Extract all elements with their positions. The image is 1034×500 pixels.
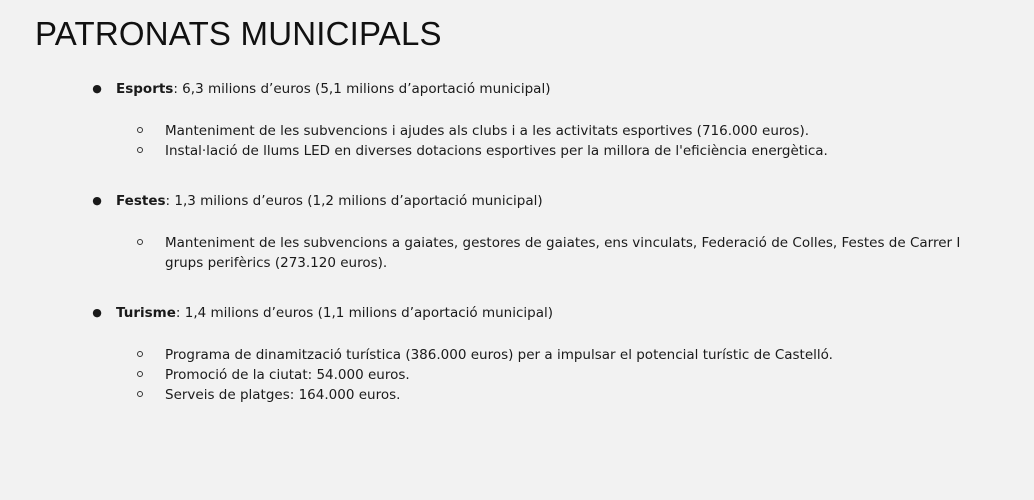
page-title: PATRONATS MUNICIPALS [35,15,442,52]
list-item-text: Promoció de la ciutat: 54.000 euros. [165,367,410,383]
section-esports [0,78,1034,161]
section-festes [0,190,1034,273]
sub-list [0,121,1034,161]
list-item [0,345,1034,365]
section-name: Esports [116,81,174,97]
section-heading [0,302,1034,324]
list-item [0,233,1034,273]
bullet-dot-icon: ● [92,306,102,319]
bullet-dot-icon: ● [92,194,102,207]
hollow-circle-bullet-icon [137,391,143,397]
hollow-circle-bullet-icon [137,127,143,133]
section-heading [0,190,1034,212]
list-item [0,385,1034,405]
section-turisme [0,302,1034,405]
section-heading [0,78,1034,100]
hollow-circle-bullet-icon [137,147,143,153]
section-summary: : 1,3 milions d’euros (1,2 milions d’aportació municipal) [165,193,543,209]
hollow-circle-bullet-icon [137,239,143,245]
hollow-circle-bullet-icon [137,351,143,357]
sub-list [0,233,1034,273]
bullet-dot-icon: ● [92,82,102,95]
section-name: Festes [116,193,166,209]
list-item [0,365,1034,385]
section-summary: : 1,4 milions d’euros (1,1 milions d’aportació municipal) [175,305,554,321]
list-item [0,141,1034,161]
hollow-circle-bullet-icon [137,371,143,377]
sub-list [0,345,1034,405]
section-summary: : 6,3 milions d’euros (5,1 milions d’aportació municipal) [173,81,551,97]
list-item-text: Manteniment de les subvencions a gaiates, gestores de gaiates, ens vinculats, Federació de Colles, Festes de Carrer I grups perifèrics (273.120 euros). [165,235,961,271]
list-item-text: Manteniment de les subvencions i ajudes als clubs i a les activitats esportives (716.000 euros). [165,123,810,139]
sections-list [0,78,1034,434]
list-item-text: Programa de dinamització turística (386.000 euros) per a impulsar el potencial turístic de Castelló. [165,347,833,363]
list-item [0,121,1034,141]
section-name: Turisme [116,305,176,321]
list-item-text: Serveis de platges: 164.000 euros. [165,387,401,403]
list-item-text: Instal·lació de llums LED en diverses dotacions esportives per la millora de l'eficiència energètica. [165,143,828,159]
